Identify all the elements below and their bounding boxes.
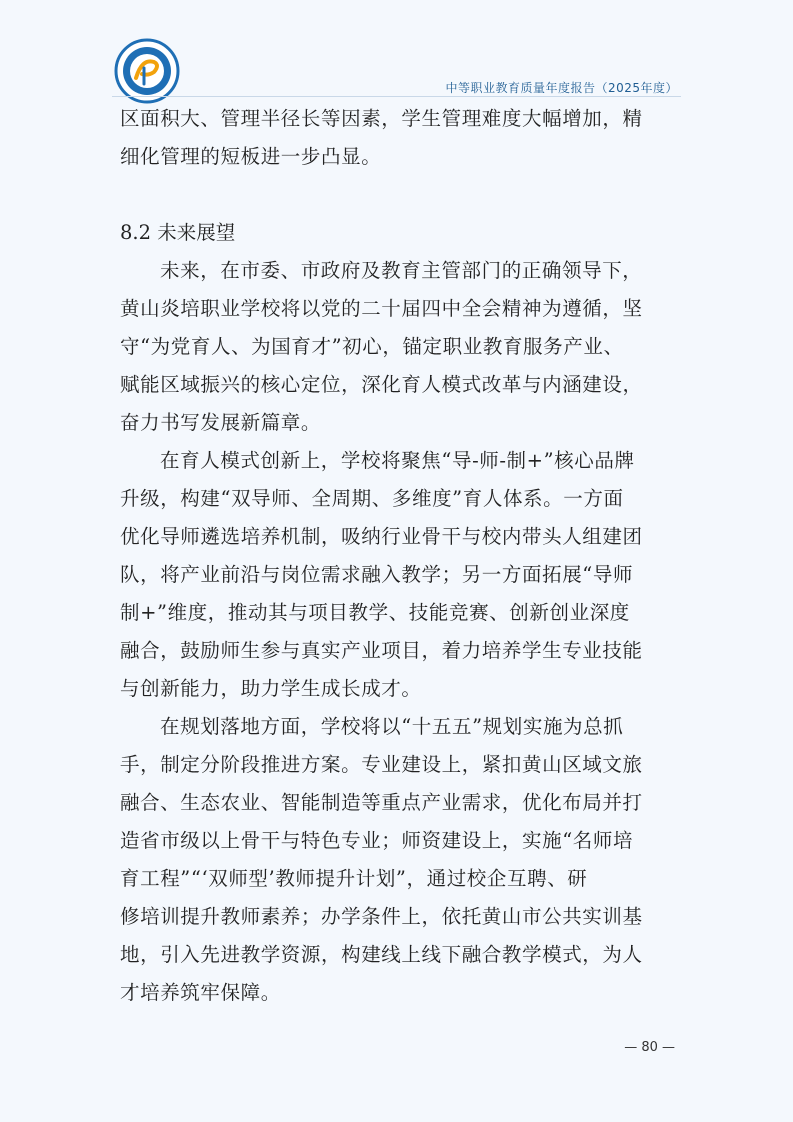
para3-line: 手，制定分阶段推进方案。专业建设上，紧扣黄山区域文旅 (120, 753, 643, 776)
para1-line: 奋力书写发展新篇章。 (120, 411, 322, 434)
paragraph-gap (120, 176, 680, 214)
page-number: — 80 — (624, 1040, 675, 1055)
body-line: 区面积大、管理半径长等因素，学生管理难度大幅增加，精 (120, 107, 643, 130)
para3-line: 造省市级以上骨干与特色专业；师资建设上，实施“名师培 (120, 829, 634, 852)
para2-line: 与创新能力，助力学生成长成才。 (120, 677, 422, 700)
para3-line: 育工程”“‘双师型’教师提升计划”，通过校企互聘、研 (120, 867, 588, 890)
para2-line: 在育人模式创新上，学校将聚焦“导-师-制+”核心品牌 (160, 449, 635, 472)
para3-line: 融合、生态农业、智能制造等重点产业需求，优化布局并打 (120, 791, 643, 814)
para1-line: 赋能区域振兴的核心定位，深化育人模式改革与内涵建设， (120, 373, 643, 396)
body-line: 细化管理的短板进一步凸显。 (120, 145, 382, 168)
para2-line: 制+”维度，推动其与项目教学、技能竞赛、创新创业深度 (120, 601, 630, 624)
para1-line: 守“为党育人、为国育才”初心，锚定职业教育服务产业、 (120, 335, 624, 358)
school-emblem-icon (114, 38, 180, 104)
para2-line: 队，将产业前沿与岗位需求融入教学；另一方面拓展“导师 (120, 563, 634, 586)
para3-line: 修培训提升教师素养；办学条件上，依托黄山市公共实训基 (120, 905, 643, 928)
para1-line: 未来，在市委、市政府及教育主管部门的正确领导下， (160, 259, 643, 282)
page-body (120, 100, 680, 1012)
para2-line: 升级，构建“双导师、全周期、多维度”育人体系。一方面 (120, 487, 624, 510)
para2-line: 融合，鼓励师生参与真实产业项目，着力培养学生专业技能 (120, 639, 643, 662)
para3-line: 地，引入先进教学资源，构建线上线下融合教学模式，为人 (120, 943, 643, 966)
para2-line: 优化导师遴选培养机制，吸纳行业骨干与校内带头人组建团 (120, 525, 643, 548)
para3-line: 才培养筑牢保障。 (120, 981, 281, 1004)
para3-line: 在规划落地方面，学校将以“十五五”规划实施为总抓 (160, 715, 624, 738)
header-divider (112, 96, 681, 97)
section-heading: 8.2 未来展望 (120, 221, 236, 244)
para1-line: 黄山炎培职业学校将以党的二十届四中全会精神为遵循，坚 (120, 297, 643, 320)
report-header-title: 中等职业教育质量年度报告（2025年度） (445, 81, 678, 95)
